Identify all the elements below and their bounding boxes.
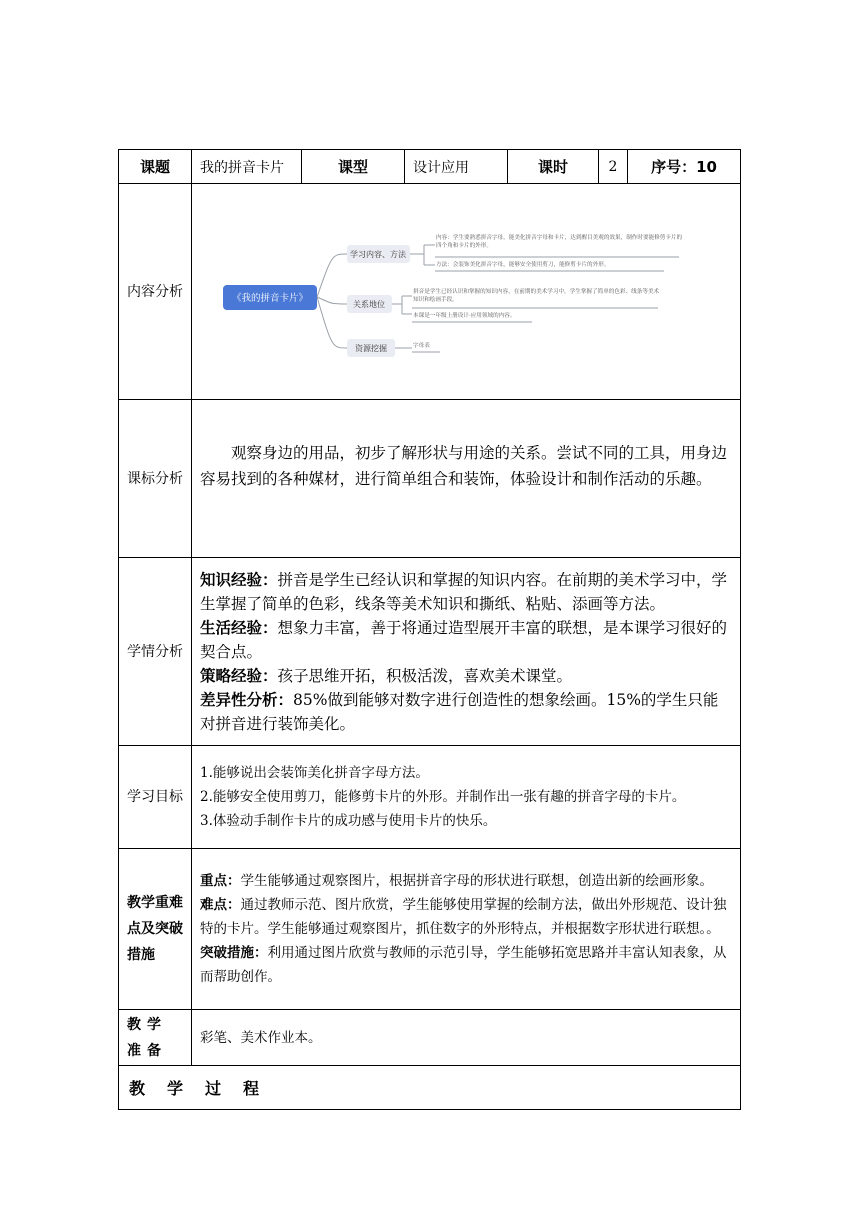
mindmap-leaf-text: 拼音是学生已经认识和掌握的知识内容，在前期的美术学习中，学生掌握了简单的色彩、线条等美术知识和绘画手段。 (413, 289, 660, 303)
header-row (119, 150, 741, 184)
curriculum-label: 课标分析 (119, 400, 192, 558)
lesson-plan-table (118, 149, 741, 1110)
keypoint-key: 突破措施： (200, 945, 268, 961)
mindmap-branch-text: 资源挖掘 (355, 344, 387, 353)
learner-cell (192, 558, 741, 746)
content-analysis-label: 内容分析 (119, 184, 192, 400)
hours-value: 2 (599, 150, 628, 184)
mindmap-root-text: 《我的拼音卡片》 (231, 293, 309, 304)
content-analysis-row (119, 184, 741, 400)
keypoint-text: 利用通过图片欣赏与教师的示范引导，学生能够拓宽思路并丰富认知表象，从而帮助创作。 (200, 945, 727, 985)
mindmap-connector (410, 245, 435, 265)
mindmap-leaf-text: 方法：会装饰美化拼音字母，能够安全使用剪刀，能修剪卡片的外形。 (436, 262, 610, 268)
keypoints-cell (192, 849, 741, 1010)
learner-key: 差异性分析： (200, 690, 294, 709)
curriculum-row (119, 400, 741, 558)
learner-item (200, 688, 732, 736)
goal-item: 1.能够说出会装饰美化拼音字母方法。 (200, 765, 429, 781)
learner-text: 85%做到能够对数字进行创造性的想象绘画。15%的学生只能对拼音进行装饰美化。 (200, 690, 719, 733)
learner-item (200, 664, 732, 688)
keypoints-label: 教学重难点及突破措施 (119, 849, 192, 1010)
learner-label: 学情分析 (119, 558, 192, 746)
mindmap-connector (392, 296, 412, 314)
mindmap-cell (192, 184, 741, 400)
keypoints-row (119, 849, 741, 1010)
mindmap-diagram (192, 184, 740, 395)
mindmap-branch-text: 关系地位 (353, 300, 385, 309)
topic-label: 课题 (119, 150, 192, 184)
type-label: 课型 (302, 150, 405, 184)
keypoint-key: 难点： (200, 897, 241, 913)
prep-row (119, 1010, 741, 1066)
learner-key: 策略经验： (200, 666, 278, 685)
hours-label: 课时 (508, 150, 599, 184)
goals-row (119, 746, 741, 849)
keypoint-item (200, 941, 732, 989)
topic-value: 我的拼音卡片 (192, 150, 302, 184)
goal-item: 3.体验动手制作卡片的成功感与使用卡片的快乐。 (200, 813, 497, 829)
goal-item: 2.能够安全使用剪刀，能修剪卡片的外形。并制作出一张有趣的拼音字母的卡片。 (200, 789, 686, 805)
learner-key: 知识经验： (200, 570, 278, 589)
mindmap-connector (317, 297, 347, 348)
process-heading: 教学过程 (119, 1066, 741, 1110)
sequence-number: 序号：10 (628, 150, 741, 184)
keypoint-text: 通过教师示范、图片欣赏，学生能够使用掌握的绘制方法，做出外形规范、设计独特的卡片。学生能够通过观察图片，抓住数字的外形特点，并根据数字形状进行联想。。 (200, 897, 727, 937)
prep-label: 教学准备 (119, 1010, 192, 1066)
learner-key: 生活经验： (200, 618, 278, 637)
learner-item (200, 616, 732, 664)
mindmap-branch-text: 学习内容、方法 (350, 250, 406, 259)
mindmap-leaf-text: 内容：学生要熟悉拼音字母，能美化拼音字母和卡片，达到醒目美观的效果，制作时要能修剪卡片的四个角和卡片的外形。 (436, 235, 683, 249)
mindmap-leaf-text: 本课是一年级上册设计·应用领域的内容。 (413, 313, 516, 319)
learner-row (119, 558, 741, 746)
curriculum-text: 观察身边的用品，初步了解形状与用途的关系。尝试不同的工具，用身边容易找到的各种媒材，进行简单组合和装饰，体验设计和制作活动的乐趣。 (192, 400, 741, 558)
goals-label: 学习目标 (119, 746, 192, 849)
mindmap-connector (317, 254, 347, 297)
lesson-plan-document (118, 149, 740, 1110)
learner-text: 孩子思维开拓，积极活泼，喜欢美术课堂。 (277, 666, 573, 685)
mindmap-leaf-text: 字母表 (413, 343, 430, 349)
goals-cell (192, 746, 741, 849)
keypoint-item (200, 893, 732, 941)
type-value: 设计应用 (405, 150, 508, 184)
learner-text: 拼音是学生已经认识和掌握的知识内容。在前期的美术学习中，学生掌握了简单的色彩，线条等美术知识和撕纸、粘贴、添画等方法。 (200, 570, 728, 613)
process-row (119, 1066, 741, 1110)
keypoint-text: 学生能够通过观察图片，根据拼音字母的形状进行联想，创造出新的绘画形象。 (240, 873, 713, 889)
keypoint-key: 重点： (200, 873, 241, 889)
prep-text: 彩笔、美术作业本。 (192, 1010, 741, 1066)
learner-text: 想象力丰富，善于将通过造型展开丰富的联想，是本课学习很好的契合点。 (200, 618, 728, 661)
keypoint-item (200, 869, 732, 893)
mindmap-connector (317, 297, 347, 304)
learner-item (200, 568, 732, 616)
